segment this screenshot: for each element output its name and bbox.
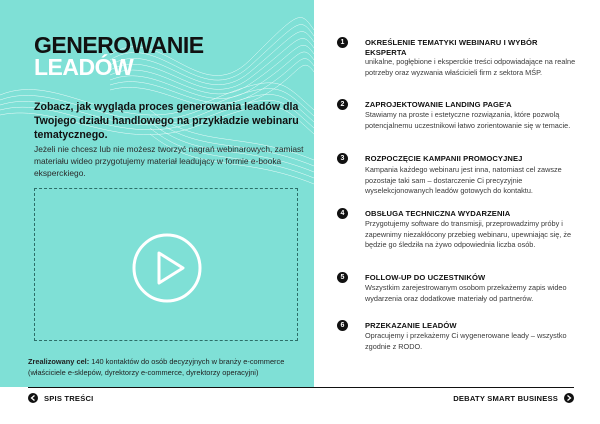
goal-label: Zrealizowany cel: <box>28 357 90 366</box>
step-body: Wszystkim zarejestrowanym osobom przekażemy zapis wideo wydarzenia oraz dodatkowe materiały od partnerów. <box>365 283 567 303</box>
goal-text: 140 kontaktów do osób decyzyjnych w branży e-commerce (właściciele e-sklepów, dyrektorzy e-commerce, dyrektorzy operacyjni) <box>28 357 285 377</box>
step-title: PRZEKAZANIE LEADÓW <box>365 321 457 330</box>
step-title: OBSŁUGA TECHNICZNA WYDARZENIA <box>365 209 511 218</box>
step-number: 6 <box>337 320 348 331</box>
goal-summary <box>28 357 314 378</box>
step-body: Przygotujemy software do transmisji, przeprowadzimy próby i zapewnimy niezakłócony przebieg webinaru, upewniając się, że będzie go śledziła na żywo odpowiednia liczba osób. <box>365 219 572 250</box>
step-body: Opracujemy i przekażemy Ci wygenerowane leady – wszystko zgodnie z RODO. <box>365 331 567 351</box>
step-number: 3 <box>337 153 348 164</box>
page-title-line1: GENEROWANIE <box>34 32 204 58</box>
step-number: 1 <box>337 37 348 48</box>
step-number: 5 <box>337 272 348 283</box>
step-title: ZAPROJEKTOWANIE LANDING PAGE'A <box>365 100 512 109</box>
table-of-contents-link[interactable] <box>28 393 93 403</box>
step-title: FOLLOW-UP DO UCZESTNIKÓW <box>365 273 486 282</box>
footer-divider <box>28 387 574 388</box>
left-panel <box>0 0 314 387</box>
arrow-right-icon <box>564 393 574 403</box>
intro-lead: Zobacz, jak wygląda proces generowania leadów dla Twojego działu handlowego na przykładzie webinaru tematycznego. <box>34 101 299 141</box>
page-title-line2: LEADÓW <box>34 54 134 80</box>
table-of-contents-label: SPIS TREŚCI <box>44 393 94 403</box>
next-section-link[interactable] <box>453 393 574 403</box>
brand-label: DEBATY SMART BUSINESS <box>453 393 558 403</box>
intro-description: Jeżeli nie chcesz lub nie możesz tworzyć nagrań webinarowych, zamiast materiału wideo przygotujemy materiał leadujący w formie e-booka eksperckiego. <box>34 144 304 178</box>
step-body: Stawiamy na proste i estetyczne rozwiązania, które pozwolą potencjalnemu uczestnikowi łatwo zorientowanie się w temacie. <box>365 110 571 130</box>
step-title: OKREŚLENIE TEMATYKI WEBINARU I WYBÓR EKSPERTA <box>365 38 538 57</box>
step-number: 2 <box>337 99 348 110</box>
play-icon[interactable] <box>131 232 203 304</box>
step-body: unikalne, pogłębione i eksperckie treści odpowiadające na realne potrzeby oraz wyzwania właścicieli firm z sektora MŚP. <box>365 57 576 77</box>
step-number: 4 <box>337 208 348 219</box>
step-body: Kampania każdego webinaru jest inna, natomiast cel zawsze pozostaje taki sam – dostarczenie Ci precyzyjnie wyselekcjonowanych leadów gotowych do kontaktu. <box>365 165 562 196</box>
step-title: ROZPOCZĘCIE KAMPANII PROMOCYJNEJ <box>365 154 523 163</box>
arrow-left-icon <box>28 393 38 403</box>
